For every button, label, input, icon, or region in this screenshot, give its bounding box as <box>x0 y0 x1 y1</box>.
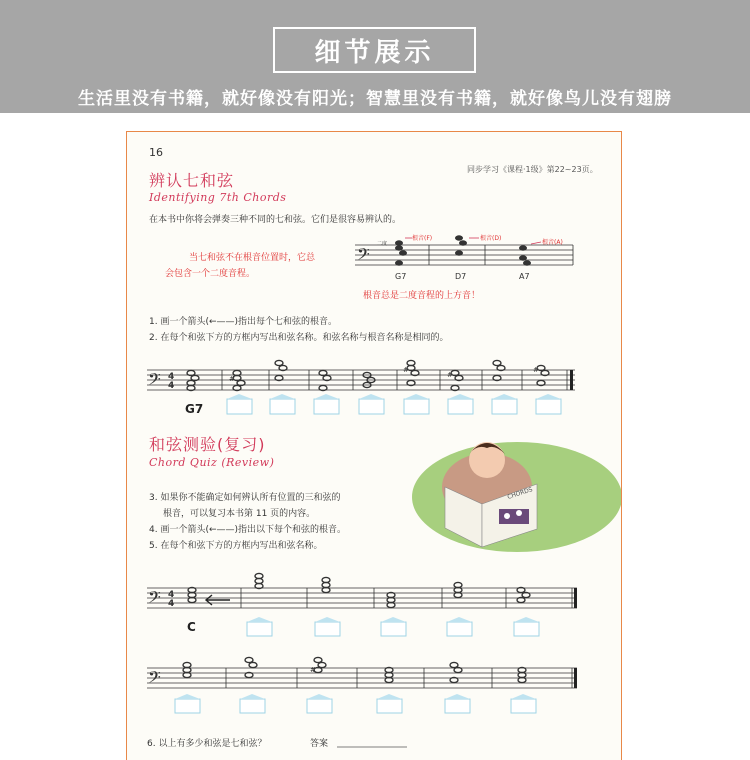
instruction-5: 5. 在每个和弦下方的方框内写出和弦名称。 <box>149 541 323 551</box>
answer-boxes-row2[interactable] <box>247 622 539 636</box>
seventh-chord-notes <box>187 360 549 390</box>
red-note-line1: 当七和弦不在根音位置时，它总 <box>189 253 316 263</box>
section2-title-cn: 和弦测验(复习) <box>149 435 266 454</box>
time-signature-bottom: 4 <box>168 381 175 391</box>
header-banner <box>0 0 750 113</box>
reference-note: 同步学习《课程·1级》第22~23页。 <box>467 165 598 174</box>
instruction-3-line2: 根音，可以复习本书第 11 页的内容。 <box>163 509 316 519</box>
label-second: 二度 <box>377 241 388 247</box>
red-note-line2: 会包含一个二度音程。 <box>165 269 256 279</box>
section1-title-en: Identifying 7th Chords <box>149 191 287 204</box>
red-caption: 根音总是二度音程的上方音！ <box>363 291 481 301</box>
svg-text:#: # <box>403 366 409 374</box>
seventh-chord-staff <box>147 370 575 390</box>
chord-label-g7: G7 <box>395 272 407 281</box>
svg-text:#: # <box>310 666 316 674</box>
time-signature-top: 4 <box>168 372 175 382</box>
section2-title-en: Chord Quiz (Review) <box>149 456 275 469</box>
illustration-book-title: CHORDS <box>506 486 534 501</box>
banner-title-box <box>273 27 476 73</box>
question-6: 6. 以上有多少和弦是七和弦？ <box>147 739 267 749</box>
chord-label-a7: A7 <box>519 272 530 281</box>
banner-subtitle: 生活里没有书籍，就好像没有阳光；智慧里没有书籍，就好像鸟儿没有翅膀 <box>78 89 672 109</box>
instruction-1: 1. 画一个箭头(←——)指出每个七和弦的根音。 <box>149 317 338 327</box>
label-root-a: 根音(A) <box>542 239 563 246</box>
quiz-chord-notes-1 <box>188 573 530 607</box>
answer-box-shades-row3 <box>175 694 536 699</box>
accidentals-2 <box>310 666 316 674</box>
label-root-d: 根音(D) <box>480 235 502 242</box>
example-staff <box>355 245 573 265</box>
handwritten-answer-c: C <box>187 620 196 634</box>
answer-box-shades-row2 <box>247 617 539 622</box>
section1-intro: 在本书中你将会弹奏三种不同的七和弦。它们是很容易辨认的。 <box>149 215 402 225</box>
quiz-chord-notes-2 <box>183 657 526 682</box>
answer-boxes-row1[interactable] <box>227 399 561 414</box>
svg-text:#: # <box>447 371 453 379</box>
handwritten-answer-g7: G7 <box>185 402 204 416</box>
chord-label-d7: D7 <box>455 272 467 281</box>
drawn-arrow-icon <box>206 595 230 605</box>
bass-clef-icon: 𝄢 <box>357 244 370 268</box>
svg-text:#: # <box>229 375 235 383</box>
answer-boxes-row3[interactable] <box>175 699 536 713</box>
time-signature-top: 4 <box>168 590 175 600</box>
instruction-3-line1: 3. 如果你不能确定如何辨认所有位置的三和弦的 <box>149 493 341 503</box>
instruction-4: 4. 画一个箭头(←——)指出以下每个和弦的根音。 <box>149 525 347 535</box>
svg-text:#: # <box>533 366 539 374</box>
book-page <box>126 131 622 760</box>
answer-box-shades-row1 <box>227 394 561 399</box>
time-signature-bottom: 4 <box>168 599 175 609</box>
instruction-2: 2. 在每个和弦下方的方框内写出和弦名称。和弦名称与根音名称是相同的。 <box>149 333 449 343</box>
answer-label: 答案 <box>310 739 329 749</box>
quiz-staff-2 <box>147 668 577 688</box>
label-root: 根音(F) <box>412 235 433 242</box>
section1-title-cn: 辨认七和弦 <box>149 171 235 190</box>
banner-title: 细节展示 <box>314 37 435 68</box>
page-number: 16 <box>149 146 163 159</box>
bass-clef-icon: 𝄢 <box>148 667 161 691</box>
bass-clef-icon: 𝄢 <box>148 587 161 611</box>
bass-clef-icon: 𝄢 <box>148 369 161 393</box>
